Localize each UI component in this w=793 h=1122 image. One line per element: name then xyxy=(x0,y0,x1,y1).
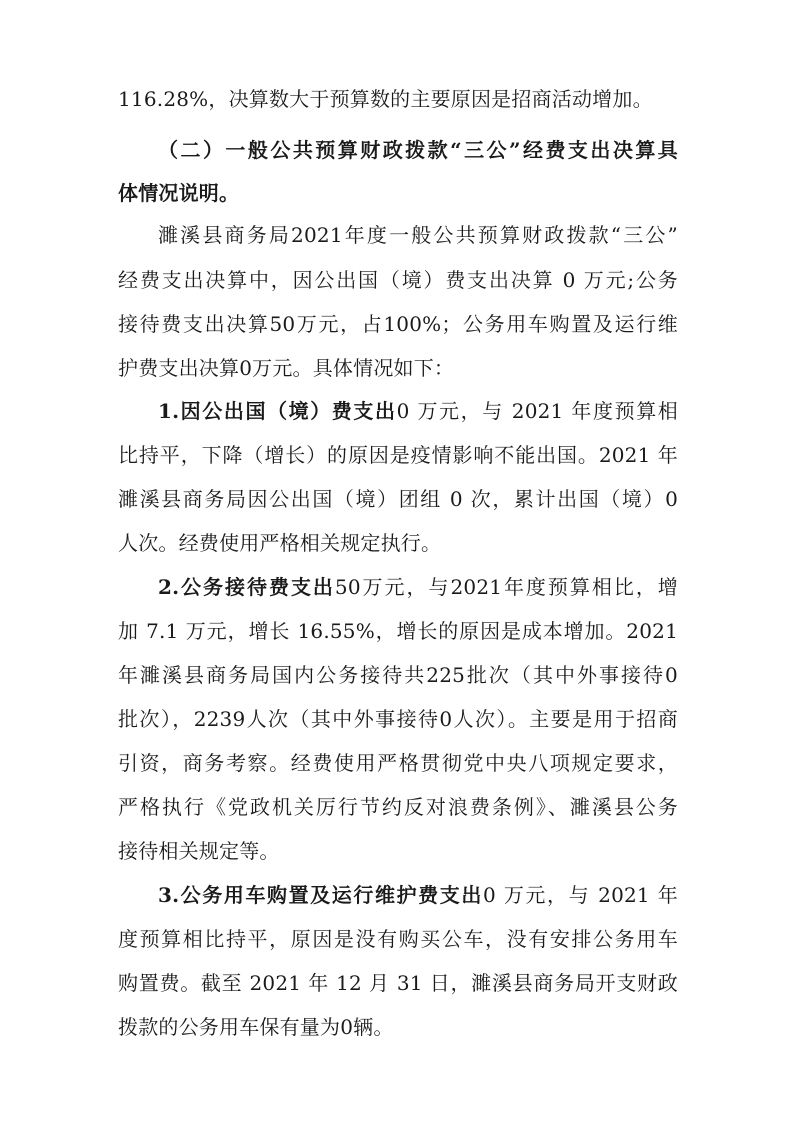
section-heading: （二）一般公共预算财政拨款“三公”经费支出决算具 xyxy=(158,138,678,162)
item-1-text: 0 万元，与 2021 年度预算相 xyxy=(396,399,678,423)
paragraph-line: 人次。经费使用严格相关规定执行。 xyxy=(118,531,442,555)
item-2-text: 50万元，与2021年度预算相比，增 xyxy=(334,575,678,599)
paragraph-line: 护费支出决算0万元。具体情况如下： xyxy=(118,356,455,380)
item-2-label: 2.公务接待费支出 xyxy=(158,575,335,599)
paragraph-line: 接待相关规定等。 xyxy=(118,839,280,863)
item-3-label: 3.公务用车购置及运行维护费支出 xyxy=(158,883,483,907)
paragraph-line: 引资，商务考察。经费使用严格贯彻党中央八项规定要求， xyxy=(118,751,678,775)
item-3-text: 0 万元，与 2021 年 xyxy=(482,883,678,907)
paragraph-line: 拨款的公务用车保有量为0辆。 xyxy=(118,1015,394,1039)
paragraph-line: 比持平，下降（增长）的原因是疫情影响不能出国。2021 年 xyxy=(118,443,678,467)
item-2-line xyxy=(158,567,678,607)
item-1-label: 1.因公出国（境）费支出 xyxy=(158,399,397,423)
paragraph-line: 经费支出决算中，因公出国（境）费支出决算 0 万元;公务 xyxy=(118,268,678,292)
paragraph-line: 批次），2239人次（其中外事接待0人次）。主要是用于招商 xyxy=(118,707,678,731)
paragraph-line: 严格执行《党政机关厉行节约反对浪费条例》、濉溪县公务 xyxy=(118,795,678,819)
item-1-line xyxy=(158,391,678,431)
paragraph-line: 度预算相比持平，原因是没有购买公车，没有安排公务用车 xyxy=(118,927,678,951)
paragraph-line: 濉溪县商务局2021年度一般公共预算财政拨款“三公” xyxy=(158,223,678,247)
paragraph-line: 加 7.1 万元，增长 16.55%，增长的原因是成本增加。2021 xyxy=(118,619,678,643)
paragraph-line: 濉溪县商务局因公出国（境）团组 0 次，累计出国（境）0 xyxy=(118,487,678,511)
section-heading-continued: 体情况说明。 xyxy=(118,181,240,205)
paragraph-line: 116.28%，决算数大于预算数的主要原因是招商活动增加。 xyxy=(118,87,653,111)
paragraph-line: 接待费支出决算50万元，占100%；公务用车购置及运行维 xyxy=(118,312,678,336)
paragraph-line: 年濉溪县商务局国内公务接待共225批次（其中外事接待0 xyxy=(118,663,678,687)
item-3-line xyxy=(158,875,678,915)
paragraph-line: 购置费。截至 2021 年 12 月 31 日，濉溪县商务局开支财政 xyxy=(118,971,678,995)
